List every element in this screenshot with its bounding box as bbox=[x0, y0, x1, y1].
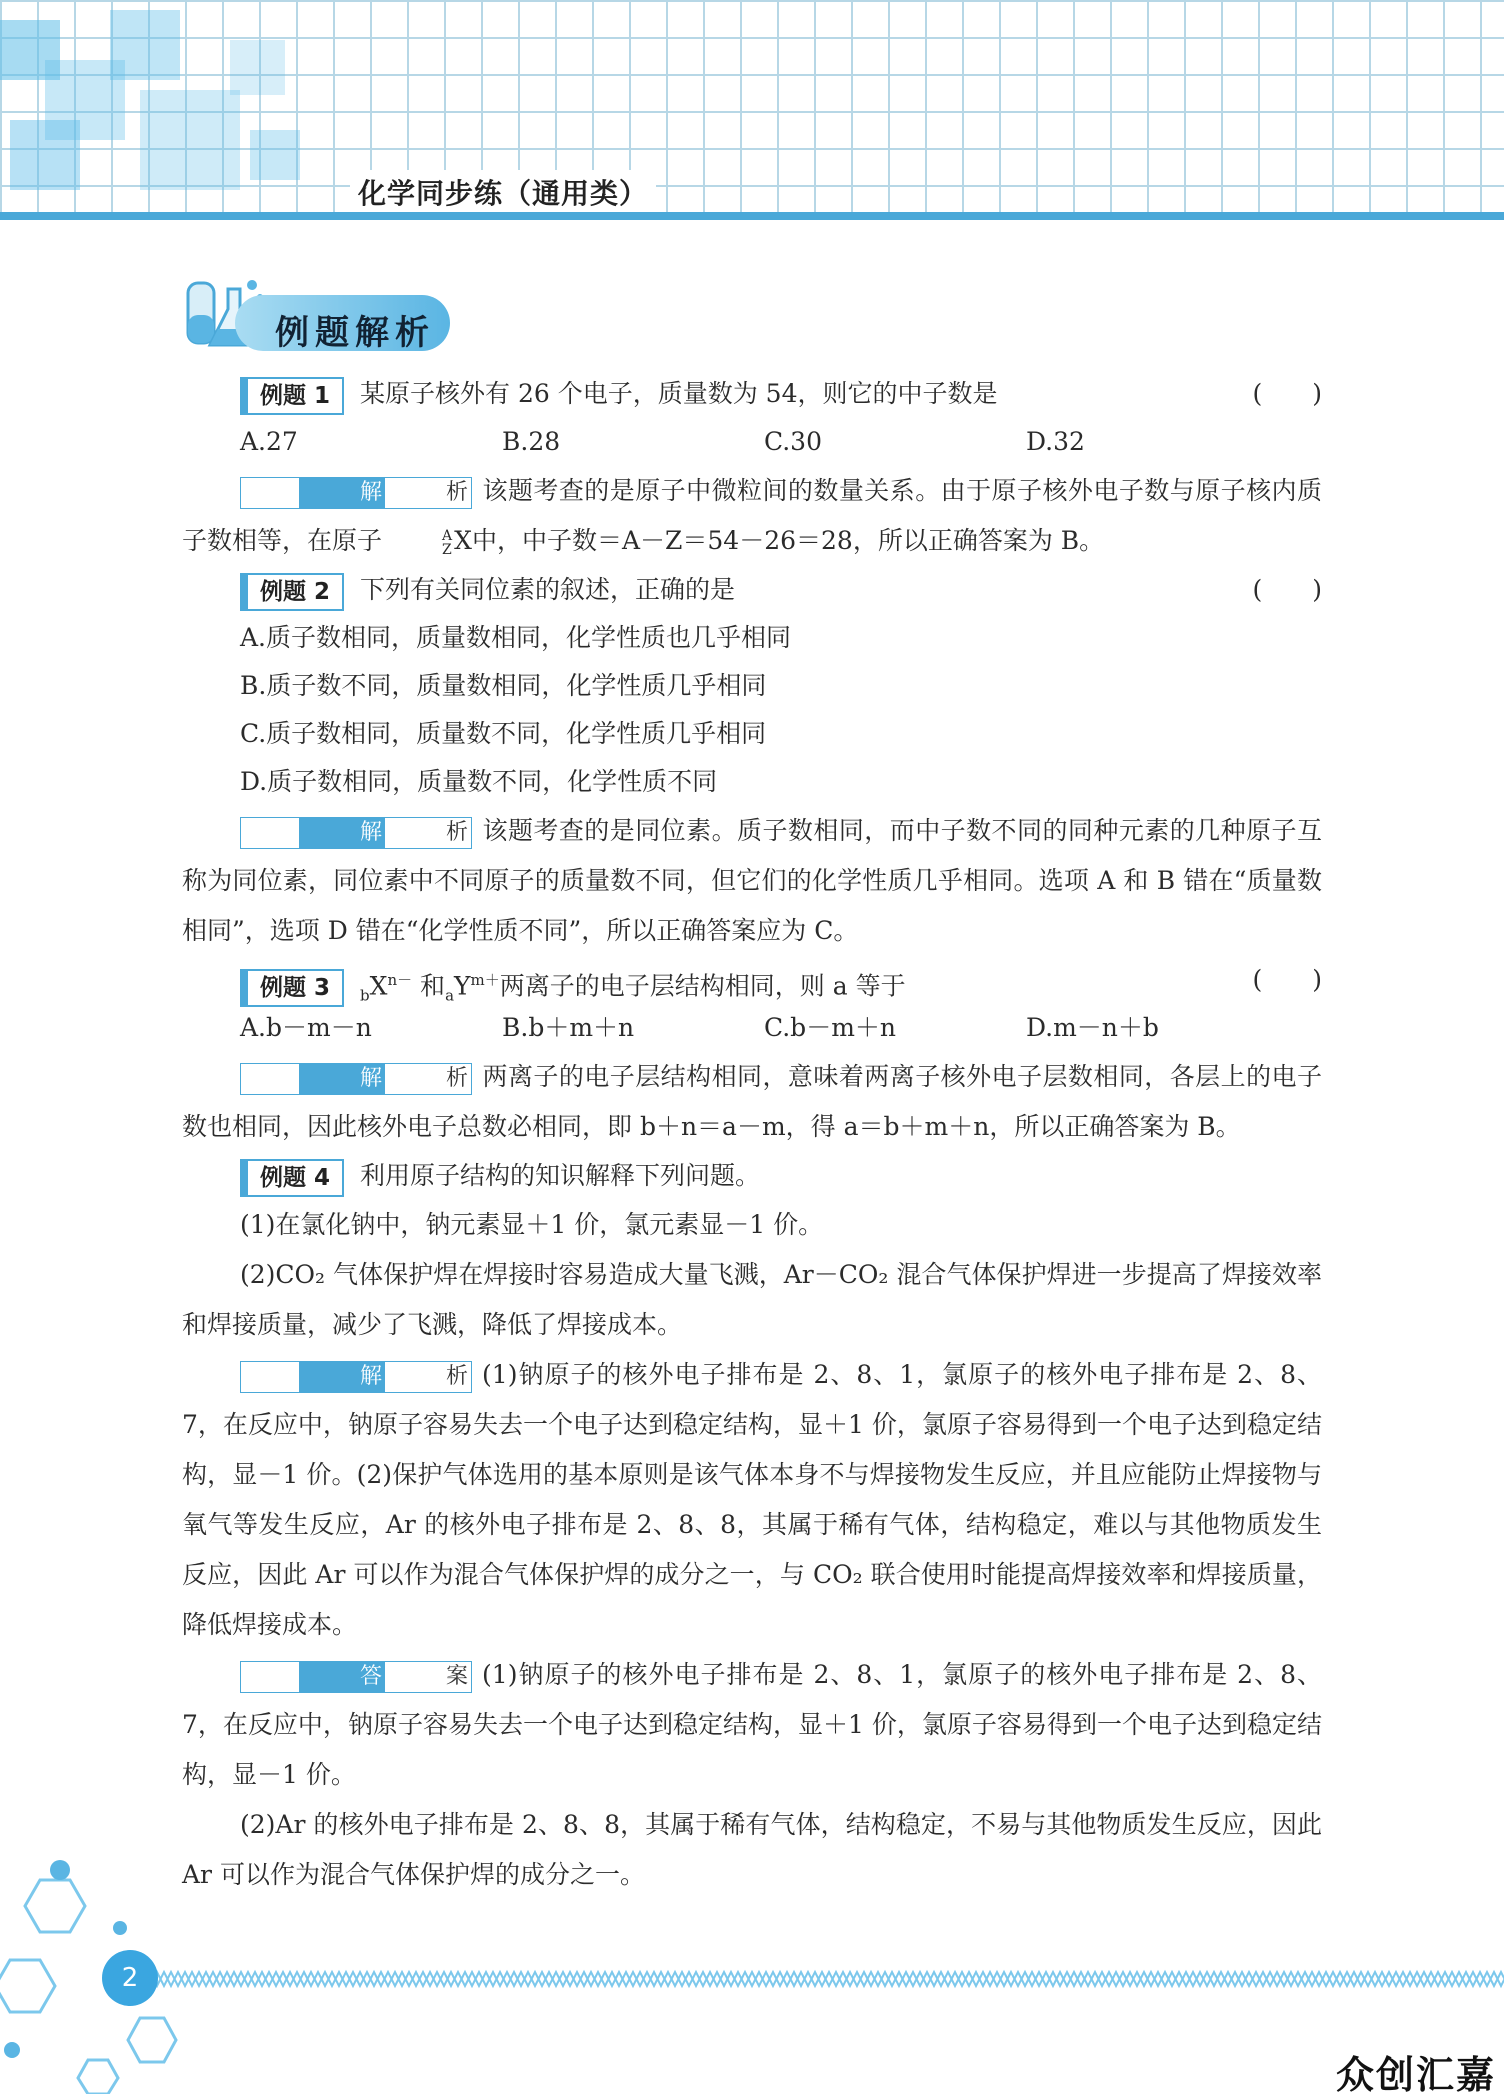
example-4-tag: 例题 4 bbox=[240, 1159, 344, 1197]
option-b: B.质子数不同，质量数相同，化学性质几乎相同 bbox=[240, 671, 767, 700]
example-1-tag: 例题 1 bbox=[240, 377, 344, 415]
decorative-square bbox=[250, 130, 300, 180]
watermark-logo: 众创汇嘉 bbox=[1335, 2053, 1496, 2097]
analysis-tag: 解 析 bbox=[240, 477, 472, 509]
example-2-text: 下列有关同位素的叙述，正确的是 bbox=[360, 575, 736, 604]
section-label: 例题解析 bbox=[275, 313, 435, 353]
decorative-square bbox=[110, 10, 180, 80]
option-b: B.28 bbox=[502, 427, 561, 456]
analysis-tag: 解 析 bbox=[240, 1361, 472, 1393]
example-1-analysis: 解 析 该题考查的是原子中微粒间的数量关系。由于原子核外电子数与原子核内质子数相等，在原子 A Z X中，中子数＝A－Z＝54－26＝28，所以正确答案为 B。 bbox=[182, 476, 1322, 558]
option-d: D.m－n＋b bbox=[1026, 1013, 1159, 1042]
example-2-analysis: 解 析 该题考查的是同位素。质子数相同，而中子数不同的同种元素的几种原子互称为同位素，同位素中不同原子的质量数不同，但它们的化学性质几乎相同。选项 A 和 B 错在“质量数相同”，选项 D 错在“化学性质不同”，所以正确答案应为 C。 bbox=[182, 816, 1322, 945]
example-2-question bbox=[182, 566, 1322, 614]
option-d: D.质子数相同，质量数不同，化学性质不同 bbox=[240, 767, 718, 796]
option-a: A.质子数相同，质量数相同，化学性质也几乎相同 bbox=[240, 623, 792, 652]
example-3-options bbox=[182, 1004, 1322, 1052]
answer-tag: 答 案 bbox=[240, 1661, 472, 1693]
header-title: 化学同步练（通用类） bbox=[350, 170, 656, 214]
example-3-analysis: 解 析 两离子的电子层结构相同，意味着两离子核外电子层数相同，各层上的电子数也相同，因此核外电子总数必相同，即 b＋n＝a－m，得 a＝b＋m＋n，所以正确答案为 B。 bbox=[182, 1062, 1322, 1141]
option-b: B.b＋m＋n bbox=[502, 1013, 635, 1042]
example-4-answer-1: 答 案 (1)钠原子的核外电子排布是 2、8、1，氯原子的核外电子排布是 2、8、7，在反应中，钠原子容易失去一个电子达到稳定结构，显＋1 价，氯原子容易得到一个电子达到稳定结构，显－1 价。 bbox=[182, 1660, 1322, 1789]
decorative-square bbox=[140, 90, 240, 190]
analysis-tag: 解 析 bbox=[240, 1063, 472, 1095]
page-header bbox=[0, 0, 1504, 220]
option-c: C.质子数相同，质量数不同，化学性质几乎相同 bbox=[240, 719, 767, 748]
nuclide-notation: A Z bbox=[442, 527, 453, 558]
example-1-text: 某原子核外有 26 个电子，质量数为 54，则它的中子数是 bbox=[360, 379, 998, 408]
option-a: A.b－m－n bbox=[240, 1013, 372, 1042]
option-c: C.30 bbox=[764, 427, 822, 456]
example-1-options bbox=[182, 418, 1322, 466]
example-4-q2: (2)CO₂ 气体保护焊在焊接时容易造成大量飞溅，Ar－CO₂ 混合气体保护焊进一步提高了焊接效率和焊接质量，减少了飞溅，降低了焊接成本。 bbox=[182, 1260, 1322, 1339]
example-4-q1: (1)在氯化钠中，钠元素显＋1 价，氯元素显－1 价。 bbox=[240, 1210, 824, 1239]
answer-paren: ( ) bbox=[1252, 965, 1322, 994]
answer-paren: ( ) bbox=[1252, 379, 1322, 408]
option-d: D.32 bbox=[1026, 427, 1085, 456]
section-badge bbox=[180, 275, 450, 355]
example-3-tag: 例题 3 bbox=[240, 969, 344, 1007]
example-4-answer-2: (2)Ar 的核外电子排布是 2、8、8，其属于稀有气体，结构稳定，不易与其他物质发生反应，因此 Ar 可以作为混合气体保护焊的成分之一。 bbox=[182, 1810, 1322, 1889]
example-content bbox=[182, 370, 1322, 1900]
decorative-square bbox=[10, 120, 80, 190]
option-a: A.27 bbox=[240, 427, 298, 456]
example-4-question bbox=[182, 1152, 1322, 1200]
answer-paren: ( ) bbox=[1252, 575, 1322, 604]
decorative-square bbox=[230, 40, 285, 95]
example-3-question: 例题 3 $_bX^{n-}$ 和$_aY^{m+}$两离子的电子层结构相同，则 a 等于 ( ) bbox=[182, 956, 1322, 1004]
footer-wave-border bbox=[150, 1968, 1504, 1990]
example-4-analysis: 解 析 (1)钠原子的核外电子排布是 2、8、1，氯原子的核外电子排布是 2、8、7，在反应中，钠原子容易失去一个电子达到稳定结构，显＋1 价，氯原子容易得到一个电子达到稳定结构，显－1 价。(2)保护气体选用的基本原则是该气体本身不与焊接物发生反应，并且应能防止焊接物与氧气等发生反应，Ar 的核外电子排布是 2、8、8，其属于稀有气体，结构稳定，难以与其他物质发生反应，因此 Ar 可以作为混合气体保护焊的成分之一，与 CO₂ 联合使用时能提高焊接效率和焊接质量，降低焊接成本。 bbox=[182, 1360, 1322, 1639]
example-2-tag: 例题 2 bbox=[240, 573, 344, 611]
analysis-tag: 解 析 bbox=[240, 817, 472, 849]
option-c: C.b－m＋n bbox=[764, 1013, 896, 1042]
example-1-question bbox=[182, 370, 1322, 418]
page-number: 2 bbox=[102, 1950, 158, 2006]
example-4-text: 利用原子结构的知识解释下列问题。 bbox=[360, 1161, 761, 1190]
header-rule bbox=[0, 212, 1504, 220]
